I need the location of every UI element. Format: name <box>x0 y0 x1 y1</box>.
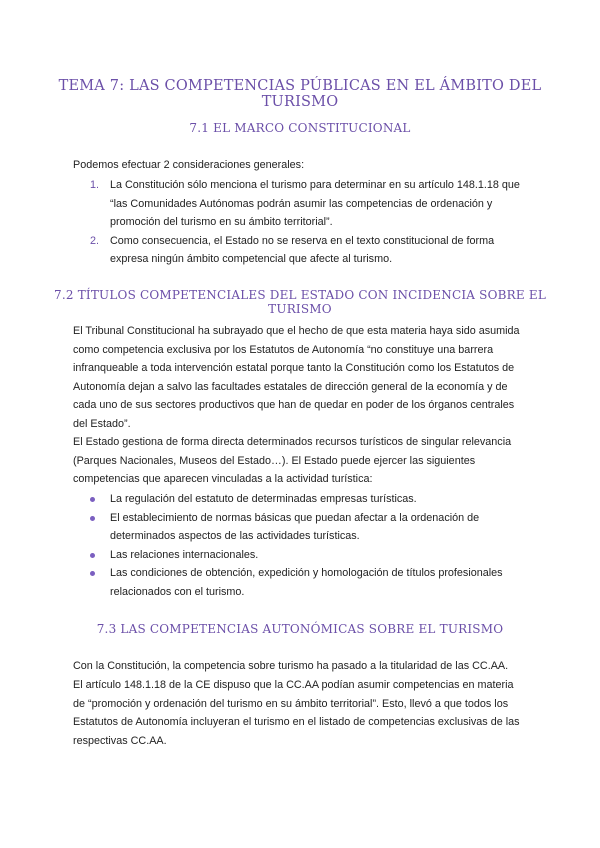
list-item-text: Como consecuencia, el Estado no se reserva en el texto constitucional de forma expresa ningún ámbito competencial que afecte al turismo. <box>110 234 495 265</box>
section-7-1-numbered-list <box>73 176 523 269</box>
section-7-3-line-1: Con la Constitución, la competencia sobre turismo ha pasado a la titularidad de las CC.AA. <box>73 660 509 672</box>
list-item <box>73 564 523 601</box>
list-item <box>73 176 523 232</box>
section-7-2-paragraph-1: El Tribunal Constitucional ha subrayado que el hecho de que esta materia haya sido asumida como competencia exclusiva por los Estatutos de Autonomía “no constituye una barrera infranqueable a toda intervención estatal porque tanto la Constitución como los Estatutos de Autonomía dejan a salvo las facultades estatales de dirección general de la economía y de cada uno de sus sectores productivos que han de quedar en poder de los órganos centrales del Estado”. <box>73 325 520 430</box>
list-item-text: El establecimiento de normas básicas que puedan afectar a la ordenación de determinados aspectos de las actividades turísticas. <box>110 511 480 542</box>
section-7-2-bullet-list <box>73 490 523 601</box>
list-item-text: La Constitución sólo menciona el turismo para determinar en su artículo 148.1.18 que “las Comunidades Autónomas podrán asumir las competencias de ordenación y promoción del turismo en su ámbito territorial”. <box>110 179 520 228</box>
section-7-2-paragraph-2: El Estado gestiona de forma directa determinados recursos turísticos de singular relevancia (Parques Nacionales, Museos del Estado…). El Estado puede ejercer las siguientes competencias que aparecen vinculadas a la actividad turística: <box>73 436 512 485</box>
section-7-3-paragraph: El artículo 148.1.18 de la CE dispuso que la CC.AA podían asumir competencias en materia de “promoción y ordenación del turismo en su ámbito territorial”. Esto, llevó a que todos los Estatutos de Autonomía incluyeran el turismo en el listado de competencias exclusivas de las respectivas CC.AA. <box>73 679 520 747</box>
list-number: 1. <box>90 179 100 191</box>
list-item-text: La regulación del estatuto de determinadas empresas turísticas. <box>110 493 417 505</box>
list-item-text: Las relaciones internacionales. <box>110 548 259 561</box>
bullet-icon <box>90 571 95 576</box>
bullet-icon <box>90 516 95 521</box>
list-item-text: Las condiciones de obtención, expedición y homologación de títulos profesionales relacionados con el turismo. <box>110 567 503 598</box>
bullet-icon <box>90 497 95 502</box>
bullet-icon <box>90 553 95 558</box>
section-heading-7-2: 7.2 TÍTULOS COMPETENCIALES DEL ESTADO CON INCIDENCIA SOBRE EL TURISMO <box>54 288 546 316</box>
list-item <box>73 509 523 546</box>
list-item <box>73 490 523 509</box>
list-item <box>73 546 523 565</box>
section-heading-7-3: 7.3 LAS COMPETENCIAS AUTONÓMICAS SOBRE EL TURISMO <box>96 622 504 636</box>
list-number: 2. <box>90 234 100 247</box>
list-item <box>73 232 523 269</box>
section-heading-7-1: 7.1 EL MARCO CONSTITUCIONAL <box>189 121 411 135</box>
section-7-1-intro: Podemos efectuar 2 consideraciones generales: <box>73 159 305 171</box>
document-title: TEMA 7: LAS COMPETENCIAS PÚBLICAS EN EL ÁMBITO DEL TURISMO <box>58 78 542 110</box>
